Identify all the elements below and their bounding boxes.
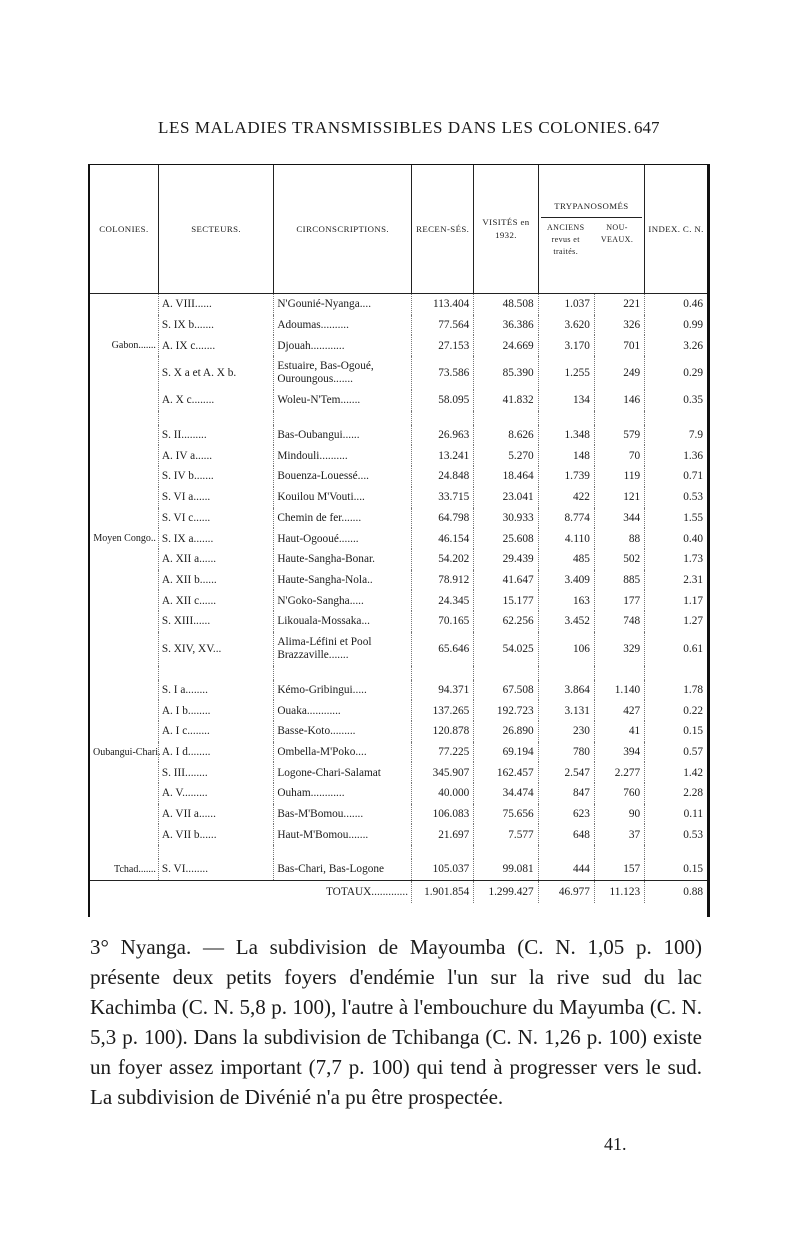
sector-cell: S. VI a...... — [158, 487, 274, 508]
anciens-cell: 3.620 — [538, 315, 594, 336]
recenses-cell: 105.037 — [412, 859, 474, 880]
table-row — [90, 487, 707, 508]
index-cell: 0.11 — [645, 804, 707, 825]
circonscription-cell: Mindouli.......... — [274, 445, 412, 466]
recenses-cell: 33.715 — [412, 487, 474, 508]
circonscription-cell: Basse-Koto......... — [274, 721, 412, 742]
index-cell: 1.17 — [645, 590, 707, 611]
index-cell: 0.35 — [645, 390, 707, 411]
recenses-cell: 24.848 — [412, 466, 474, 487]
spacer-cell — [412, 411, 474, 425]
anciens-cell: 444 — [538, 859, 594, 880]
sector-cell: A. I c........ — [158, 721, 274, 742]
recenses-cell: 24.345 — [412, 590, 474, 611]
nouveaux-cell: 119 — [594, 466, 644, 487]
anciens-cell: 1.739 — [538, 466, 594, 487]
table-row — [90, 425, 707, 446]
spacer-cell — [274, 666, 412, 680]
colony-cell — [90, 632, 158, 666]
spacer-cell — [412, 666, 474, 680]
totals-row — [90, 880, 707, 903]
nouveaux-cell: 90 — [594, 804, 644, 825]
spacer-cell — [538, 845, 594, 859]
spacer-cell — [474, 845, 538, 859]
circonscription-cell: Logone-Chari-Salamat — [274, 762, 412, 783]
visites-cell: 36.386 — [474, 315, 538, 336]
index-cell: 0.15 — [645, 859, 707, 880]
table-row — [90, 632, 707, 666]
circonscription-cell: Adoumas.......... — [274, 315, 412, 336]
sector-cell: A. IX c....... — [158, 335, 274, 356]
visites-cell: 41.832 — [474, 390, 538, 411]
colony-cell — [90, 700, 158, 721]
total-anciens: 46.977 — [538, 880, 594, 903]
table-row — [90, 528, 707, 549]
index-cell: 2.28 — [645, 783, 707, 804]
table-row — [90, 335, 707, 356]
circonscription-cell: Likouala-Mossaka... — [274, 611, 412, 632]
visites-cell: 18.464 — [474, 466, 538, 487]
table-row — [90, 390, 707, 411]
anciens-cell: 163 — [538, 590, 594, 611]
nouveaux-cell: 579 — [594, 425, 644, 446]
circonscription-cell: Djouah............ — [274, 335, 412, 356]
sector-cell: S. XIV, XV... — [158, 632, 274, 666]
sector-cell: A. XII a...... — [158, 549, 274, 570]
group-spacer — [90, 845, 707, 859]
spacer-cell — [645, 411, 707, 425]
anciens-cell: 3.170 — [538, 335, 594, 356]
table-row — [90, 762, 707, 783]
circonscription-cell: N'Gounié-Nyanga.... — [274, 294, 412, 315]
anciens-cell: 3.452 — [538, 611, 594, 632]
spacer-cell — [538, 666, 594, 680]
recenses-cell: 46.154 — [412, 528, 474, 549]
nouveaux-cell: 37 — [594, 824, 644, 845]
index-cell: 0.15 — [645, 721, 707, 742]
nouveaux-cell: 41 — [594, 721, 644, 742]
colony-cell — [90, 824, 158, 845]
nouveaux-cell: 344 — [594, 508, 644, 529]
anciens-cell: 2.547 — [538, 762, 594, 783]
sector-cell: A. X c........ — [158, 390, 274, 411]
sector-cell: S. VI c...... — [158, 508, 274, 529]
circonscription-cell: Woleu-N'Tem....... — [274, 390, 412, 411]
header-index: INDEX. C. N. — [645, 165, 707, 294]
recenses-cell: 345.907 — [412, 762, 474, 783]
nouveaux-cell: 70 — [594, 445, 644, 466]
circonscription-cell: N'Goko-Sangha..... — [274, 590, 412, 611]
circonscription-cell: Haut-M'Bomou....... — [274, 824, 412, 845]
nouveaux-cell: 221 — [594, 294, 644, 315]
visites-cell: 48.508 — [474, 294, 538, 315]
visites-cell: 54.025 — [474, 632, 538, 666]
colony-cell — [90, 762, 158, 783]
table-row — [90, 356, 707, 390]
circonscription-cell: Bas-M'Bomou....... — [274, 804, 412, 825]
index-cell: 1.78 — [645, 680, 707, 701]
table-row — [90, 783, 707, 804]
visites-cell: 99.081 — [474, 859, 538, 880]
recenses-cell: 40.000 — [412, 783, 474, 804]
anciens-cell: 1.037 — [538, 294, 594, 315]
recenses-cell: 137.265 — [412, 700, 474, 721]
recenses-cell: 77.225 — [412, 742, 474, 763]
nouveaux-cell: 1.140 — [594, 680, 644, 701]
nouveaux-cell: 249 — [594, 356, 644, 390]
nouveaux-cell: 2.277 — [594, 762, 644, 783]
nouveaux-cell: 177 — [594, 590, 644, 611]
nouveaux-cell: 394 — [594, 742, 644, 763]
index-cell: 0.29 — [645, 356, 707, 390]
circonscription-cell: Kémo-Gribingui..... — [274, 680, 412, 701]
recenses-cell: 106.083 — [412, 804, 474, 825]
table-row — [90, 570, 707, 591]
header-visites: VISITÉS en 1932. — [474, 165, 538, 294]
index-cell: 0.57 — [645, 742, 707, 763]
circonscription-cell: Ouaka............ — [274, 700, 412, 721]
sector-cell: A. I b........ — [158, 700, 274, 721]
total-nouveaux: 11.123 — [594, 880, 644, 903]
colony-cell — [90, 549, 158, 570]
header-trypanosomes-title: TRYPANOSOMÉS — [541, 200, 643, 218]
circonscription-cell: Chemin de fer....... — [274, 508, 412, 529]
index-cell: 1.27 — [645, 611, 707, 632]
index-cell: 0.46 — [645, 294, 707, 315]
nouveaux-cell: 760 — [594, 783, 644, 804]
sector-cell: A. XII b...... — [158, 570, 274, 591]
recenses-cell: 94.371 — [412, 680, 474, 701]
visites-cell: 34.474 — [474, 783, 538, 804]
nouveaux-cell: 427 — [594, 700, 644, 721]
anciens-cell: 648 — [538, 824, 594, 845]
colony-cell — [90, 356, 158, 390]
visites-cell: 8.626 — [474, 425, 538, 446]
spacer-cell — [645, 845, 707, 859]
index-cell: 0.99 — [645, 315, 707, 336]
colony-cell — [90, 445, 158, 466]
colony-cell — [90, 783, 158, 804]
sector-cell: A. VIII...... — [158, 294, 274, 315]
sector-cell: S. X a et A. X b. — [158, 356, 274, 390]
group-spacer — [90, 666, 707, 680]
header-circonscriptions: CIRCONSCRIPTIONS. — [274, 165, 412, 294]
spacer-cell — [158, 666, 274, 680]
visites-cell: 29.439 — [474, 549, 538, 570]
circonscription-cell: Haut-Ogooué....... — [274, 528, 412, 549]
index-cell: 0.53 — [645, 824, 707, 845]
totals-label: TOTAUX............. — [90, 880, 412, 903]
visites-cell: 24.669 — [474, 335, 538, 356]
spacer-cell — [594, 411, 644, 425]
visites-cell: 69.194 — [474, 742, 538, 763]
colony-cell — [90, 611, 158, 632]
nouveaux-cell: 748 — [594, 611, 644, 632]
circonscription-cell: Alima-Léfini et Pool Brazzaville....... — [274, 632, 412, 666]
spacer-cell — [474, 411, 538, 425]
total-index: 0.88 — [645, 880, 707, 903]
nouveaux-cell: 121 — [594, 487, 644, 508]
index-cell: 2.31 — [645, 570, 707, 591]
page-header — [0, 118, 800, 148]
anciens-cell: 847 — [538, 783, 594, 804]
table-row — [90, 611, 707, 632]
spacer-cell — [474, 666, 538, 680]
nouveaux-cell: 157 — [594, 859, 644, 880]
circonscription-cell: Bas-Oubangui...... — [274, 425, 412, 446]
table-row — [90, 315, 707, 336]
total-recenses: 1.901.854 — [412, 880, 474, 903]
circonscription-cell: Haute-Sangha-Nola.. — [274, 570, 412, 591]
recenses-cell: 64.798 — [412, 508, 474, 529]
anciens-cell: 230 — [538, 721, 594, 742]
colony-cell — [90, 425, 158, 446]
colony-cell — [90, 680, 158, 701]
table-row — [90, 445, 707, 466]
anciens-cell: 623 — [538, 804, 594, 825]
data-table-frame — [88, 164, 710, 917]
visites-cell: 62.256 — [474, 611, 538, 632]
nouveaux-cell: 502 — [594, 549, 644, 570]
nouveaux-cell: 326 — [594, 315, 644, 336]
sector-cell: A. VII b...... — [158, 824, 274, 845]
group-spacer — [90, 411, 707, 425]
index-cell: 1.42 — [645, 762, 707, 783]
running-title: LES MALADIES TRANSMISSIBLES DANS LES COLONIES. — [158, 118, 633, 137]
spacer-cell — [645, 666, 707, 680]
sleeping-sickness-table — [90, 165, 707, 903]
colony-cell — [90, 294, 158, 315]
colony-cell — [90, 804, 158, 825]
spacer-cell — [158, 411, 274, 425]
header-colonies: COLONIES. — [90, 165, 158, 294]
anciens-cell: 148 — [538, 445, 594, 466]
table-row — [90, 508, 707, 529]
table-row — [90, 700, 707, 721]
sector-cell: S. IV b....... — [158, 466, 274, 487]
visites-cell: 25.608 — [474, 528, 538, 549]
index-cell: 1.55 — [645, 508, 707, 529]
index-cell: 1.36 — [645, 445, 707, 466]
table-row — [90, 590, 707, 611]
recenses-cell: 120.878 — [412, 721, 474, 742]
spacer-cell — [538, 411, 594, 425]
visites-cell: 23.041 — [474, 487, 538, 508]
anciens-cell: 422 — [538, 487, 594, 508]
sector-cell: S. III........ — [158, 762, 274, 783]
index-cell: 0.22 — [645, 700, 707, 721]
visites-cell: 41.647 — [474, 570, 538, 591]
table-row — [90, 824, 707, 845]
nouveaux-cell: 701 — [594, 335, 644, 356]
visites-cell: 67.508 — [474, 680, 538, 701]
anciens-cell: 485 — [538, 549, 594, 570]
spacer-cell — [158, 845, 274, 859]
header-anciens: ANCIENS revus et traités. — [546, 223, 585, 256]
anciens-cell: 1.348 — [538, 425, 594, 446]
colony-cell — [90, 466, 158, 487]
header-trypanosomes — [538, 165, 645, 294]
nouveaux-cell: 146 — [594, 390, 644, 411]
sector-cell: S. VI........ — [158, 859, 274, 880]
header-nouveaux: NOU-VEAUX. — [600, 223, 634, 244]
total-visites: 1.299.427 — [474, 880, 538, 903]
colony-cell: Tchad....... — [114, 863, 156, 875]
circonscription-cell: Haute-Sangha-Bonar. — [274, 549, 412, 570]
colony-cell: Oubangui-Chari. — [93, 746, 161, 758]
spacer-cell — [90, 411, 158, 425]
visites-cell: 26.890 — [474, 721, 538, 742]
anciens-cell: 134 — [538, 390, 594, 411]
index-cell: 0.40 — [645, 528, 707, 549]
table-row — [90, 549, 707, 570]
recenses-cell: 26.963 — [412, 425, 474, 446]
header-recenses: RECEN-SÉS. — [412, 165, 474, 294]
index-cell: 0.61 — [645, 632, 707, 666]
recenses-cell: 13.241 — [412, 445, 474, 466]
recenses-cell: 77.564 — [412, 315, 474, 336]
visites-cell: 192.723 — [474, 700, 538, 721]
visites-cell: 7.577 — [474, 824, 538, 845]
index-cell: 7.9 — [645, 425, 707, 446]
sector-cell: S. IX b....... — [158, 315, 274, 336]
sector-cell: A. XII c...... — [158, 590, 274, 611]
colony-cell — [90, 487, 158, 508]
colony-cell — [90, 570, 158, 591]
recenses-cell: 27.153 — [412, 335, 474, 356]
colony-cell — [90, 390, 158, 411]
anciens-cell: 3.409 — [538, 570, 594, 591]
table-row — [90, 680, 707, 701]
sector-cell: A. V......... — [158, 783, 274, 804]
spacer-cell — [412, 845, 474, 859]
index-cell: 1.73 — [645, 549, 707, 570]
visites-cell: 5.270 — [474, 445, 538, 466]
index-cell: 0.53 — [645, 487, 707, 508]
sector-cell: S. II......... — [158, 425, 274, 446]
recenses-cell: 78.912 — [412, 570, 474, 591]
anciens-cell: 3.864 — [538, 680, 594, 701]
page-number: 647 — [634, 118, 660, 137]
recenses-cell: 54.202 — [412, 549, 474, 570]
nouveaux-cell: 885 — [594, 570, 644, 591]
recenses-cell: 113.404 — [412, 294, 474, 315]
recenses-cell: 58.095 — [412, 390, 474, 411]
spacer-cell — [90, 666, 158, 680]
sector-cell: A. VII a...... — [158, 804, 274, 825]
anciens-cell: 3.131 — [538, 700, 594, 721]
sector-cell: S. XIII...... — [158, 611, 274, 632]
header-secteurs: SECTEURS. — [158, 165, 274, 294]
colony-cell: Gabon....... — [111, 340, 156, 352]
table-row — [90, 466, 707, 487]
sector-cell: S. I a........ — [158, 680, 274, 701]
sector-cell: S. IX a....... — [158, 528, 274, 549]
anciens-cell: 1.255 — [538, 356, 594, 390]
recenses-cell: 65.646 — [412, 632, 474, 666]
visites-cell: 162.457 — [474, 762, 538, 783]
circonscription-cell: Estuaire, Bas-Ogoué, Ouroungous....... — [274, 356, 412, 390]
colony-cell — [90, 590, 158, 611]
table-body — [90, 294, 707, 903]
table-row — [90, 742, 707, 763]
anciens-cell: 4.110 — [538, 528, 594, 549]
circonscription-cell: Bas-Chari, Bas-Logone — [274, 859, 412, 880]
circonscription-cell: Bouenza-Louessé.... — [274, 466, 412, 487]
nouveaux-cell: 88 — [594, 528, 644, 549]
visites-cell: 75.656 — [474, 804, 538, 825]
visites-cell: 85.390 — [474, 356, 538, 390]
colony-cell — [90, 508, 158, 529]
spacer-cell — [274, 411, 412, 425]
recenses-cell: 70.165 — [412, 611, 474, 632]
spacer-cell — [594, 845, 644, 859]
signature-mark: 41. — [604, 1134, 627, 1154]
nouveaux-cell: 329 — [594, 632, 644, 666]
anciens-cell: 8.774 — [538, 508, 594, 529]
table-row — [90, 294, 707, 315]
circonscription-cell: Kouilou M'Vouti.... — [274, 487, 412, 508]
body-paragraph — [90, 932, 702, 1112]
visites-cell: 15.177 — [474, 590, 538, 611]
table-row — [90, 859, 707, 880]
table-row — [90, 721, 707, 742]
paragraph-text: 3° Nyanga. — La subdivision de Mayoumba (C. N. 1,05 p. 100) présente deux petits foyers d'endémie l'un sur la rive sud du lac Kachimba (C. N. 5,8 p. 100), l'autre à l'embouchure du Mayumba (C. N. 5,3 p. 100). Dans la subdivision de Tchibanga (C. N. 1,26 p. 100) existe un foyer assez important (7,7 p. 100) qui tend à progresser vers le sud. La subdivision de Divénié n'a pu être prospectée. — [90, 935, 702, 1109]
sector-cell: A. I d........ — [158, 742, 274, 763]
spacer-cell — [594, 666, 644, 680]
sector-cell: A. IV a...... — [158, 445, 274, 466]
colony-cell — [90, 315, 158, 336]
circonscription-cell: Ombella-M'Poko.... — [274, 742, 412, 763]
recenses-cell: 73.586 — [412, 356, 474, 390]
recenses-cell: 21.697 — [412, 824, 474, 845]
table-row — [90, 804, 707, 825]
visites-cell: 30.933 — [474, 508, 538, 529]
anciens-cell: 106 — [538, 632, 594, 666]
colony-cell: Moyen Congo.. — [93, 533, 156, 545]
colony-cell — [90, 721, 158, 742]
spacer-cell — [274, 845, 412, 859]
circonscription-cell: Ouham............ — [274, 783, 412, 804]
index-cell: 0.71 — [645, 466, 707, 487]
index-cell: 3.26 — [645, 335, 707, 356]
anciens-cell: 780 — [538, 742, 594, 763]
spacer-cell — [90, 845, 158, 859]
